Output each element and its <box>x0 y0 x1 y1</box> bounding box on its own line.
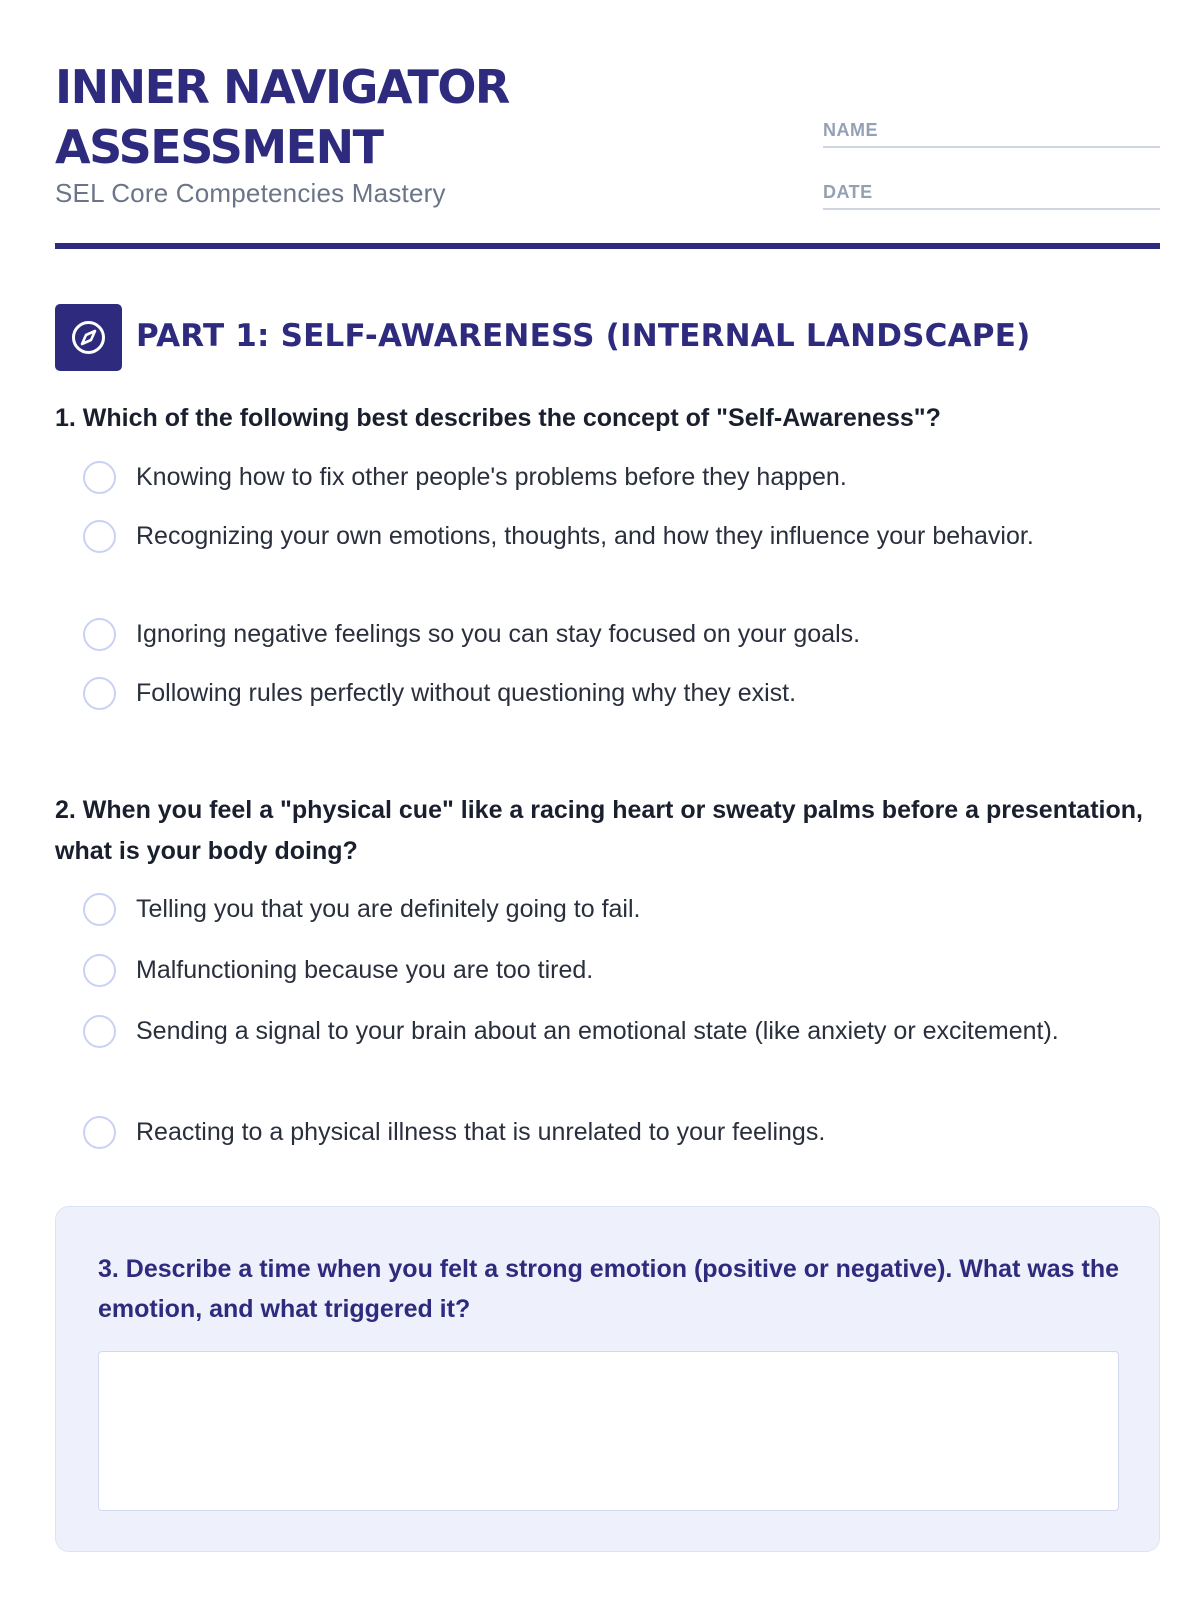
option-label: Following rules perfectly without questioning why they exist. <box>136 679 797 707</box>
option-label: Reacting to a physical illness that is unrelated to your feelings. <box>136 1118 826 1146</box>
radio-button[interactable] <box>83 677 116 710</box>
radio-button[interactable] <box>83 618 116 651</box>
question-2-option-1[interactable] <box>83 889 1133 929</box>
question-2-option-2[interactable] <box>83 950 1133 990</box>
question-1-option-3[interactable] <box>83 614 1133 654</box>
date-field[interactable] <box>823 180 1160 210</box>
question-2 <box>55 790 1160 872</box>
option-label: Recognizing your own emotions, thoughts, and how they influence your behavior. <box>136 522 1034 550</box>
option-label: Telling you that you are definitely going to fail. <box>136 895 641 923</box>
answer-textarea[interactable] <box>98 1351 1119 1511</box>
question-2-option-3[interactable] <box>83 1011 1133 1051</box>
title-line-1: INNER NAVIGATOR <box>55 60 509 114</box>
question-1-option-1[interactable] <box>83 457 1133 497</box>
radio-button[interactable] <box>83 1116 116 1149</box>
page-subtitle: SEL Core Competencies Mastery <box>55 178 446 208</box>
option-label: Sending a signal to your brain about an emotional state (like anxiety or excitement). <box>136 1017 1059 1045</box>
radio-button[interactable] <box>83 893 116 926</box>
radio-button[interactable] <box>83 520 116 553</box>
question-1-option-2[interactable] <box>83 516 1133 556</box>
compass-icon <box>55 304 122 371</box>
question-1 <box>55 398 1160 439</box>
header-divider <box>55 243 1160 249</box>
radio-button[interactable] <box>83 1015 116 1048</box>
question-3-text: 3. Describe a time when you felt a strong emotion (positive or negative). What was the emotion, and what triggered it? <box>98 1255 1120 1323</box>
open-response-card <box>55 1206 1160 1552</box>
option-label: Knowing how to fix other people's problems before they happen. <box>136 463 847 491</box>
question-1-text: 1. Which of the following best describes the concept of "Self-Awareness"? <box>55 404 941 432</box>
question-2-option-4[interactable] <box>83 1112 1133 1152</box>
page-header <box>55 0 1160 250</box>
page-title <box>55 57 695 177</box>
question-1-option-4[interactable] <box>83 673 1133 713</box>
section-title: PART 1: SELF-AWARENESS (INTERNAL LANDSCAPE) <box>136 318 1031 354</box>
radio-button[interactable] <box>83 461 116 494</box>
title-line-2: ASSESSMENT <box>55 120 383 174</box>
date-label: DATE <box>823 182 873 202</box>
assessment-page <box>55 0 1160 1323</box>
radio-button[interactable] <box>83 954 116 987</box>
option-label: Malfunctioning because you are too tired. <box>136 956 594 984</box>
question-2-text: 2. When you feel a "physical cue" like a racing heart or sweaty palms before a presentation, what is your body doing? <box>55 796 1143 865</box>
section-header <box>55 304 1160 371</box>
option-label: Ignoring negative feelings so you can stay focused on your goals. <box>136 620 861 648</box>
name-field[interactable] <box>823 118 1160 148</box>
name-label: NAME <box>823 120 878 140</box>
